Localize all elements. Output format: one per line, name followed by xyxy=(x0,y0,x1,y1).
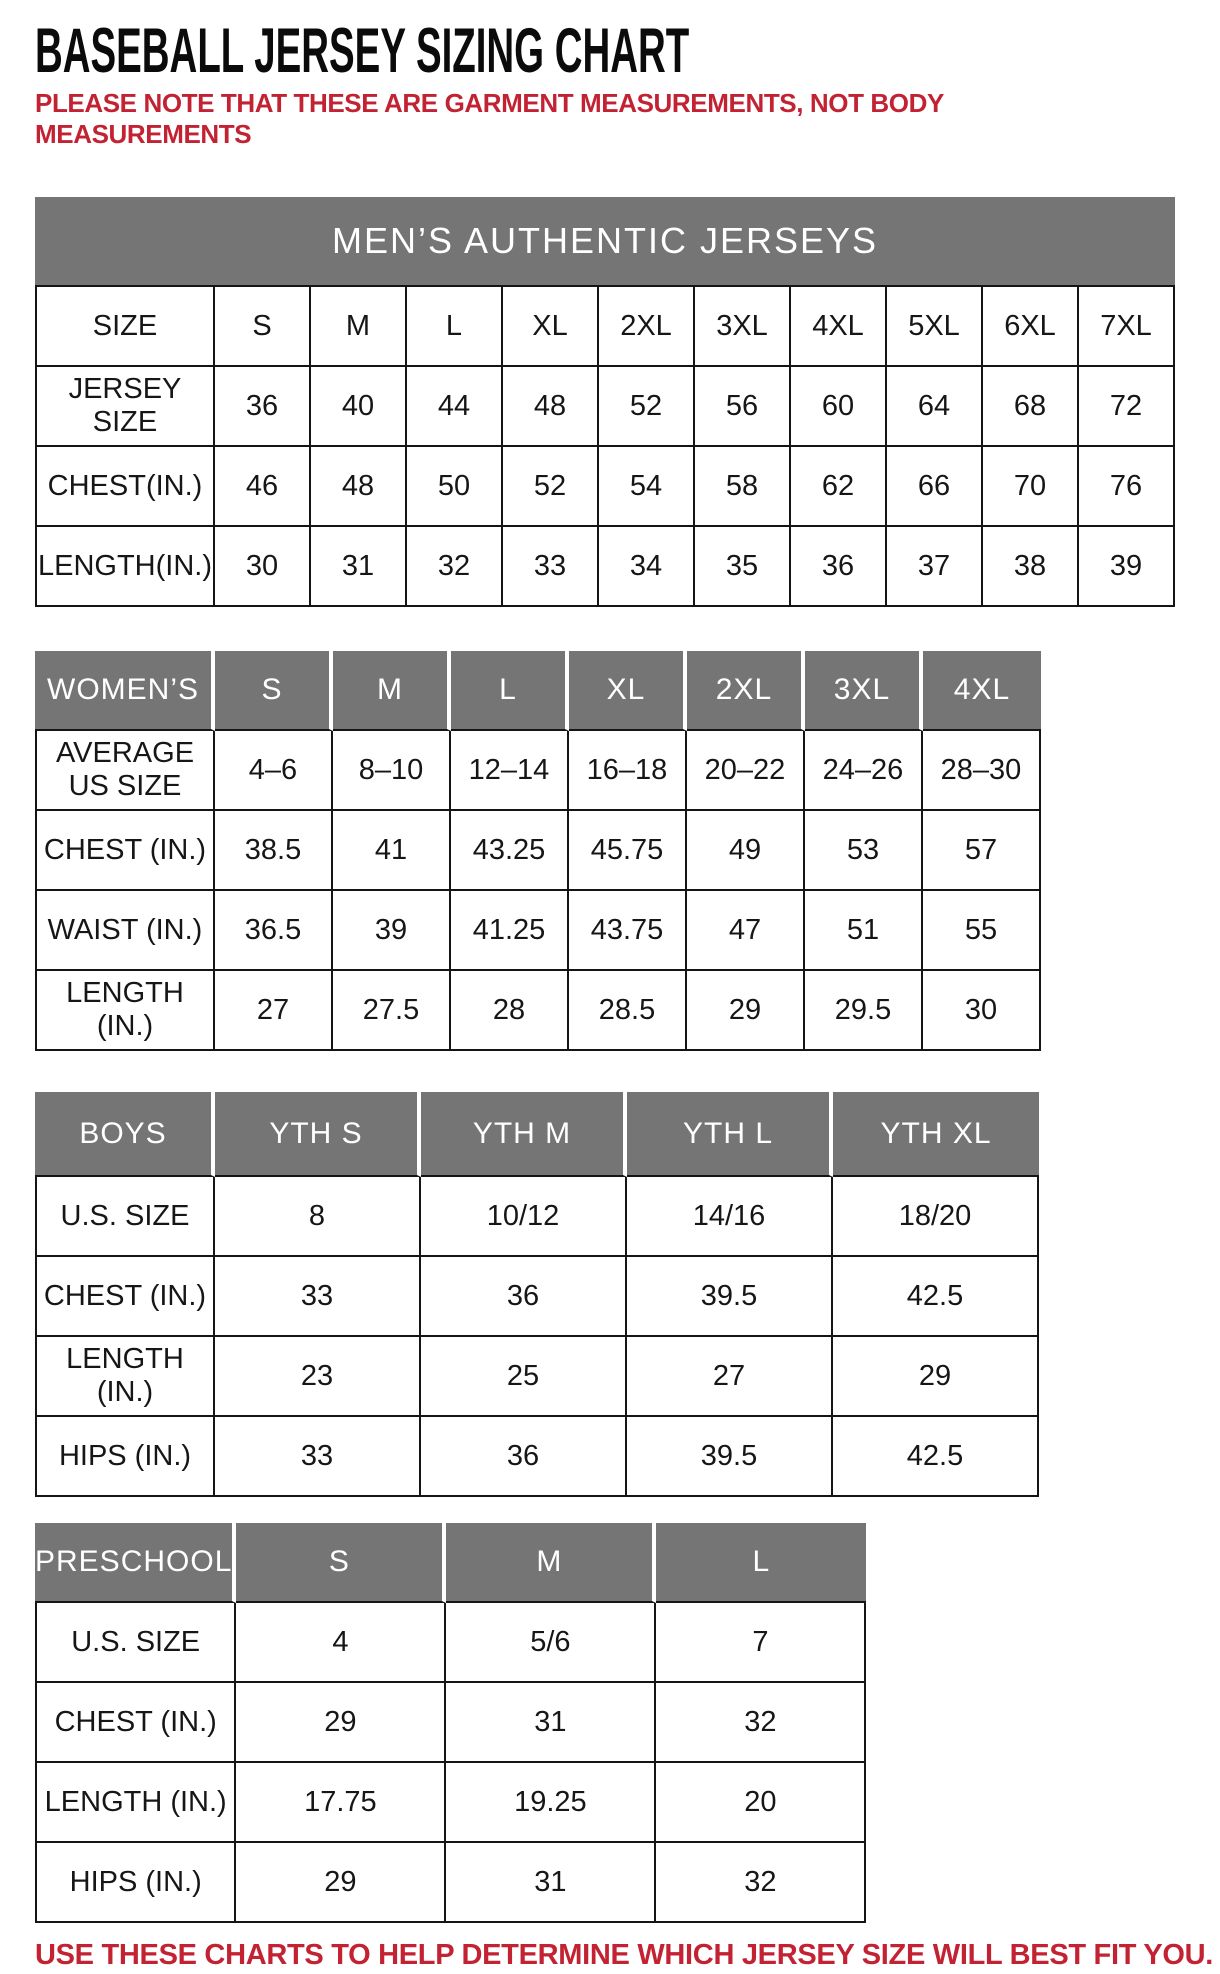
value-cell: 39.5 xyxy=(627,1257,833,1337)
value-cell: 44 xyxy=(407,367,503,447)
column-header: YTH S xyxy=(215,1092,421,1177)
column-header: 4XL xyxy=(923,651,1041,731)
value-cell: 64 xyxy=(887,367,983,447)
value-cell: 43.75 xyxy=(569,891,687,971)
value-cell: 20 xyxy=(656,1763,866,1843)
value-cell: 8–10 xyxy=(333,731,451,811)
value-cell: 20–22 xyxy=(687,731,805,811)
row-label: WAIST (IN.) xyxy=(35,891,215,971)
column-header: S xyxy=(215,285,311,367)
value-cell: 28–30 xyxy=(923,731,1041,811)
value-cell: 60 xyxy=(791,367,887,447)
value-cell: 38.5 xyxy=(215,811,333,891)
value-cell: 17.75 xyxy=(236,1763,446,1843)
value-cell: 31 xyxy=(311,527,407,607)
column-header: M xyxy=(311,285,407,367)
row-label: CHEST (IN.) xyxy=(35,811,215,891)
boys-table xyxy=(35,1092,1039,1497)
column-header: XL xyxy=(569,651,687,731)
table-row xyxy=(35,1177,1039,1257)
column-header: 5XL xyxy=(887,285,983,367)
value-cell: 39.5 xyxy=(627,1417,833,1497)
row-label: CHEST (IN.) xyxy=(35,1257,215,1337)
value-cell: 29 xyxy=(236,1683,446,1763)
row-label: LENGTH(IN.) xyxy=(35,527,215,607)
garment-note xyxy=(35,88,1220,149)
value-cell: 39 xyxy=(1079,527,1175,607)
value-cell: 7 xyxy=(656,1603,866,1683)
value-cell: 31 xyxy=(446,1843,656,1923)
row-label: HIPS (IN.) xyxy=(35,1843,236,1923)
table-row xyxy=(35,891,1041,971)
value-cell: 33 xyxy=(215,1257,421,1337)
value-cell: 52 xyxy=(599,367,695,447)
table-row xyxy=(35,1763,866,1843)
value-cell: 41.25 xyxy=(451,891,569,971)
column-header: M xyxy=(333,651,451,731)
column-header: M xyxy=(446,1523,656,1603)
value-cell: 55 xyxy=(923,891,1041,971)
value-cell: 46 xyxy=(215,447,311,527)
column-header: YTH L xyxy=(627,1092,833,1177)
value-cell: 42.5 xyxy=(833,1257,1039,1337)
table-row xyxy=(35,1337,1039,1417)
value-cell: 66 xyxy=(887,447,983,527)
value-cell: 36 xyxy=(421,1257,627,1337)
garment-note-line: MEASUREMENTS xyxy=(35,118,252,149)
page-title: BASEBALL JERSEY SIZING CHART xyxy=(35,15,690,87)
value-cell: 54 xyxy=(599,447,695,527)
column-header: S xyxy=(215,651,333,731)
garment-note-line: PLEASE NOTE THAT THESE ARE GARMENT MEASUREMENTS, NOT BODY xyxy=(35,88,944,118)
boys-header-row xyxy=(35,1092,1039,1177)
column-header: L xyxy=(407,285,503,367)
value-cell: 28 xyxy=(451,971,569,1051)
womens-table xyxy=(35,651,1041,1051)
value-cell: 57 xyxy=(923,811,1041,891)
row-label: LENGTH (IN.) xyxy=(35,1763,236,1843)
column-header: 3XL xyxy=(805,651,923,731)
value-cell: 16–18 xyxy=(569,731,687,811)
value-cell: 24–26 xyxy=(805,731,923,811)
value-cell: 5/6 xyxy=(446,1603,656,1683)
column-header: 6XL xyxy=(983,285,1079,367)
value-cell: 28.5 xyxy=(569,971,687,1051)
table-row xyxy=(35,811,1041,891)
value-cell: 56 xyxy=(695,367,791,447)
value-cell: 32 xyxy=(656,1843,866,1923)
row-label: HIPS (IN.) xyxy=(35,1417,215,1497)
column-header: L xyxy=(656,1523,866,1603)
value-cell: 47 xyxy=(687,891,805,971)
column-header: YTH XL xyxy=(833,1092,1039,1177)
value-cell: 25 xyxy=(421,1337,627,1417)
value-cell: 8 xyxy=(215,1177,421,1257)
value-cell: 72 xyxy=(1079,367,1175,447)
column-header: WOMEN’S xyxy=(35,651,215,731)
value-cell: 70 xyxy=(983,447,1079,527)
footer-note: USE THESE CHARTS TO HELP DETERMINE WHICH JERSEY SIZE WILL BEST FIT YOU. xyxy=(35,1939,1214,1972)
mens-banner: MEN’S AUTHENTIC JERSEYS xyxy=(35,197,1175,285)
value-cell: 4–6 xyxy=(215,731,333,811)
value-cell: 14/16 xyxy=(627,1177,833,1257)
table-row xyxy=(35,447,1175,527)
value-cell: 34 xyxy=(599,527,695,607)
value-cell: 30 xyxy=(215,527,311,607)
value-cell: 36.5 xyxy=(215,891,333,971)
column-header: PRESCHOOL xyxy=(35,1523,236,1603)
column-header: 3XL xyxy=(695,285,791,367)
value-cell: 29 xyxy=(833,1337,1039,1417)
value-cell: 29 xyxy=(236,1843,446,1923)
value-cell: 39 xyxy=(333,891,451,971)
value-cell: 62 xyxy=(791,447,887,527)
table-row xyxy=(35,527,1175,607)
value-cell: 29 xyxy=(687,971,805,1051)
value-cell: 32 xyxy=(407,527,503,607)
table-row xyxy=(35,1417,1039,1497)
value-cell: 38 xyxy=(983,527,1079,607)
column-header: YTH M xyxy=(421,1092,627,1177)
value-cell: 27.5 xyxy=(333,971,451,1051)
row-label: U.S. SIZE xyxy=(35,1603,236,1683)
value-cell: 49 xyxy=(687,811,805,891)
value-cell: 4 xyxy=(236,1603,446,1683)
column-header: BOYS xyxy=(35,1092,215,1177)
mens-header-row xyxy=(35,285,1175,367)
value-cell: 23 xyxy=(215,1337,421,1417)
table-row xyxy=(35,367,1175,447)
value-cell: 10/12 xyxy=(421,1177,627,1257)
row-label: LENGTH (IN.) xyxy=(35,1337,215,1417)
value-cell: 12–14 xyxy=(451,731,569,811)
table-row xyxy=(35,1603,866,1683)
value-cell: 33 xyxy=(503,527,599,607)
value-cell: 50 xyxy=(407,447,503,527)
value-cell: 58 xyxy=(695,447,791,527)
column-header: 4XL xyxy=(791,285,887,367)
column-header: L xyxy=(451,651,569,731)
value-cell: 51 xyxy=(805,891,923,971)
value-cell: 33 xyxy=(215,1417,421,1497)
value-cell: 36 xyxy=(421,1417,627,1497)
value-cell: 52 xyxy=(503,447,599,527)
value-cell: 48 xyxy=(311,447,407,527)
value-cell: 45.75 xyxy=(569,811,687,891)
row-label: JERSEY SIZE xyxy=(35,367,215,447)
value-cell: 32 xyxy=(656,1683,866,1763)
value-cell: 35 xyxy=(695,527,791,607)
value-cell: 40 xyxy=(311,367,407,447)
value-cell: 37 xyxy=(887,527,983,607)
table-row xyxy=(35,731,1041,811)
row-label: LENGTH (IN.) xyxy=(35,971,215,1051)
value-cell: 53 xyxy=(805,811,923,891)
value-cell: 18/20 xyxy=(833,1177,1039,1257)
value-cell: 36 xyxy=(215,367,311,447)
column-header: SIZE xyxy=(35,285,215,367)
womens-header-row xyxy=(35,651,1041,731)
row-label: AVERAGE US SIZE xyxy=(35,731,215,811)
value-cell: 19.25 xyxy=(446,1763,656,1843)
preschool-table xyxy=(35,1523,866,1923)
column-header: S xyxy=(236,1523,446,1603)
table-row xyxy=(35,1843,866,1923)
value-cell: 30 xyxy=(923,971,1041,1051)
table-row xyxy=(35,1683,866,1763)
row-label: U.S. SIZE xyxy=(35,1177,215,1257)
value-cell: 68 xyxy=(983,367,1079,447)
table-row xyxy=(35,1257,1039,1337)
value-cell: 48 xyxy=(503,367,599,447)
preschool-header-row xyxy=(35,1523,866,1603)
row-label: CHEST (IN.) xyxy=(35,1683,236,1763)
column-header: 2XL xyxy=(687,651,805,731)
mens-table xyxy=(35,285,1175,607)
value-cell: 42.5 xyxy=(833,1417,1039,1497)
column-header: XL xyxy=(503,285,599,367)
column-header: 2XL xyxy=(599,285,695,367)
value-cell: 36 xyxy=(791,527,887,607)
value-cell: 41 xyxy=(333,811,451,891)
value-cell: 27 xyxy=(627,1337,833,1417)
column-header: 7XL xyxy=(1079,285,1175,367)
value-cell: 31 xyxy=(446,1683,656,1763)
value-cell: 43.25 xyxy=(451,811,569,891)
value-cell: 29.5 xyxy=(805,971,923,1051)
table-row xyxy=(35,971,1041,1051)
value-cell: 27 xyxy=(215,971,333,1051)
value-cell: 76 xyxy=(1079,447,1175,527)
row-label: CHEST(IN.) xyxy=(35,447,215,527)
